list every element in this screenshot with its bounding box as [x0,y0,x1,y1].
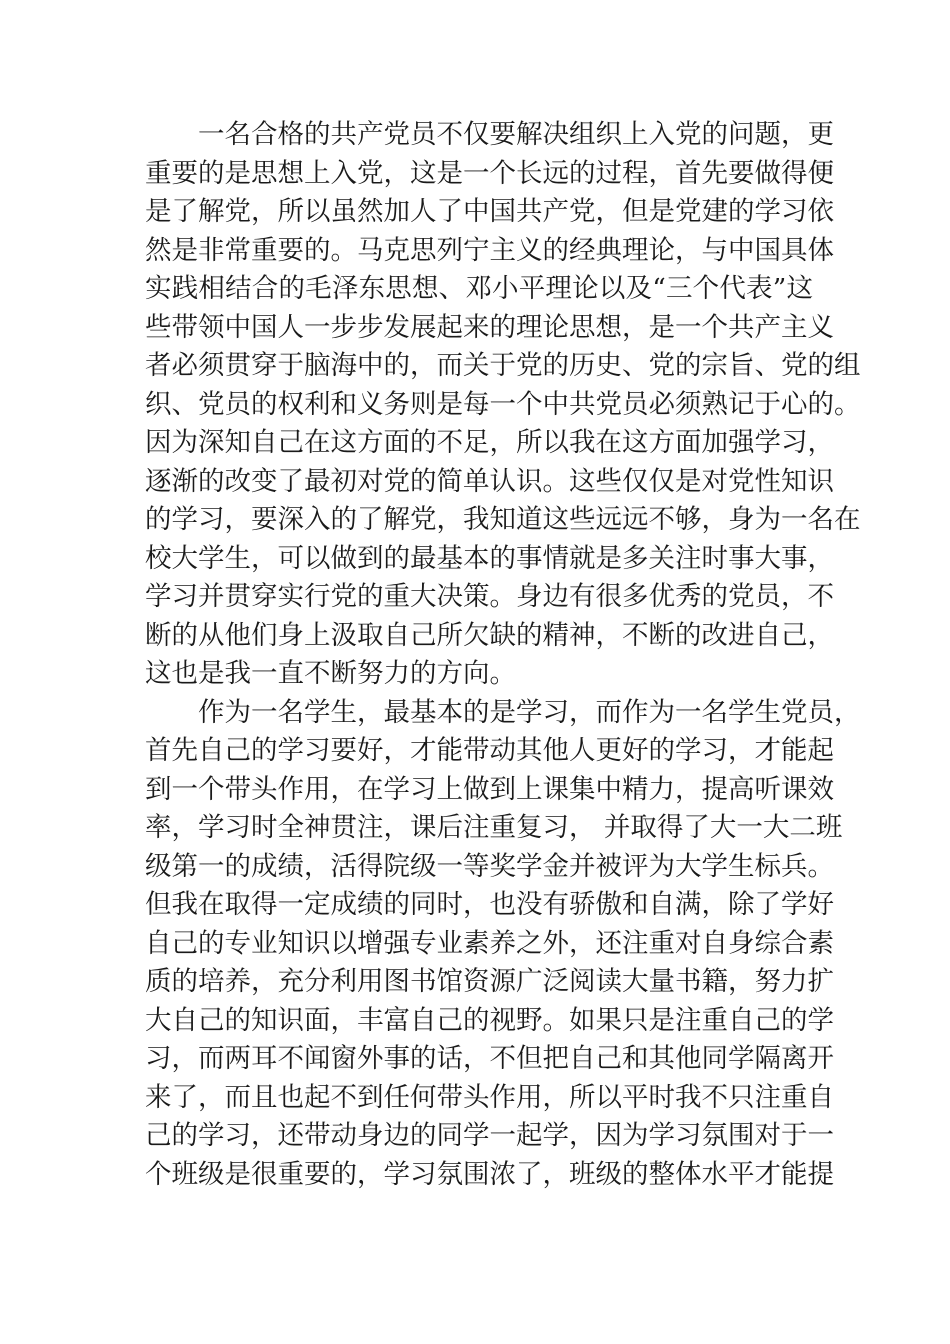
paragraph-line: 级第一的成绩，活得院级一等奖学金并被评为大学生标兵。 [145,850,834,882]
paragraph-line: 但我在取得一定成绩的同时，也没有骄傲和自满，除了学好 [145,889,834,920]
paragraph-1 [145,116,861,694]
paragraph-line: 的学习，要深入的了解党，我知道这些远远不够，身为一名在 [145,504,861,535]
paragraph-line: 质的培养，充分利用图书馆资源广泛阅读大量书籍，努力扩 [145,966,834,997]
paragraph-line: 因为深知自己在这方面的不足，所以我在这方面加强学习， [145,427,834,458]
paragraph-line: 个班级是很重要的，学习氛围浓了，班级的整体水平才能提 [145,1158,834,1190]
paragraph-line: 逐渐的改变了最初对党的简单认识。这些仅仅是对党性知识 [145,465,834,497]
paragraph-line: 然是非常重要的。马克思列宁主义的经典理论，与中国具体 [145,234,834,266]
paragraph-line: 到一个带头作用，在学习上做到上课集中精力，提高听课效 [145,773,834,805]
paragraph-line: 些带领中国人一步步发展起来的理论思想，是一个共产主义 [145,311,834,343]
paragraph-line: 己的学习，还带动身边的同学一起学，因为学习氛围对于一 [145,1120,834,1151]
paragraph-line: 首先自己的学习要好，才能带动其他人更好的学习，才能起 [145,735,834,766]
paragraph-line: 一名合格的共产党员不仅要解决组织上入党的问题，更 [198,119,834,150]
paragraph-line: 学习并贯穿实行党的重大决策。身边有很多优秀的党员，不 [145,581,834,612]
paragraph-line: 来了，而且也起不到任何带头作用，所以平时我不只注重自 [145,1081,834,1113]
paragraph-line: 这也是我一直不断努力的方向。 [145,658,516,689]
paragraph-line: 作为一名学生，最基本的是学习，而作为一名学生党员， [198,696,861,728]
paragraph-line: 者必须贯穿于脑海中的，而关于党的历史、党的宗旨、党的组 [145,350,861,381]
paragraph-line: 重要的是思想上入党，这是一个长远的过程，首先要做得便 [145,157,834,189]
paragraph-line: 率，学习时全神贯注，课后注重复习， 并取得了大一大二班 [145,812,843,843]
paragraph-line: 习，而两耳不闻窗外事的话，不但把自己和其他同学隔离开 [145,1043,834,1074]
paragraph-line: 实践相结合的毛泽东思想、邓小平理论以及“三个代表”这 [145,273,813,304]
paragraph-line: 自己的专业知识以增强专业素养之外，还注重对自身综合素 [145,927,834,959]
body-text [145,116,861,1194]
paragraph-line: 织、党员的权利和义务则是每一个中共党员必须熟记于心的。 [145,388,861,420]
paragraph-line: 大自己的知识面，丰富自己的视野。如果只是注重自己的学 [145,1004,834,1036]
paragraph-line: 是了解党，所以虽然加人了中国共产党，但是党建的学习依 [145,196,834,227]
paragraph-2 [145,694,861,1195]
paragraph-line: 校大学生，可以做到的最基本的事情就是多关注时事大事， [145,542,834,574]
paragraph-line: 断的从他们身上汲取自己所欠缺的精神，不断的改进自己， [145,619,834,651]
